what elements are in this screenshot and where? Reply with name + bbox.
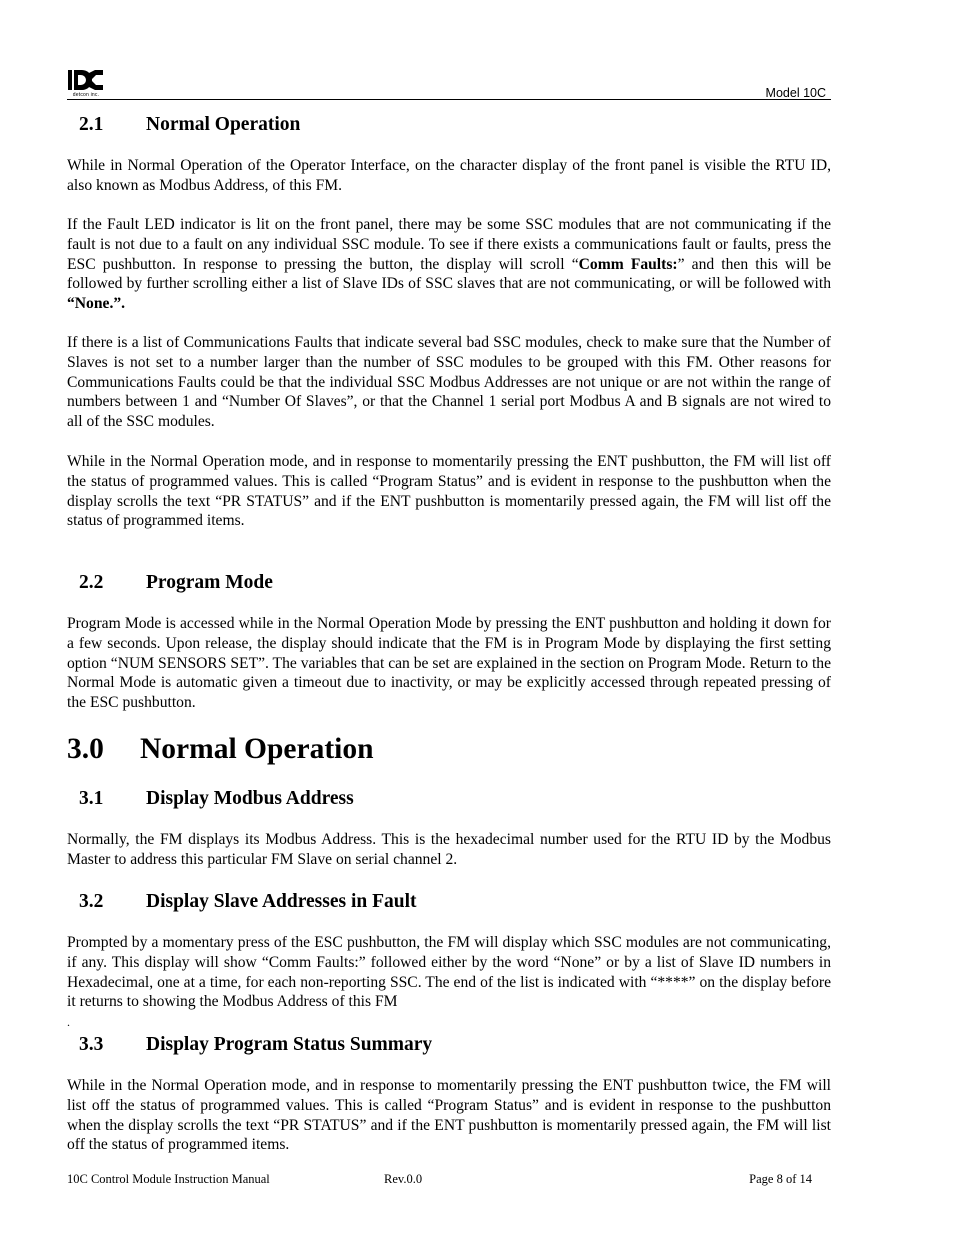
footer-manual-title: 10C Control Module Instruction Manual: [67, 1172, 270, 1186]
header-divider: [67, 99, 831, 100]
section-2-1-heading: [79, 113, 300, 137]
section-3-3-heading: [79, 1033, 432, 1057]
section-title: Display Program Status Summary: [146, 1034, 433, 1055]
section-number: 3.2: [79, 891, 104, 912]
section-number: 2.2: [79, 572, 104, 593]
section-title: Normal Operation: [146, 114, 301, 135]
section-3-2-paragraph-1: Prompted by a momentary press of the ESC pushbutton, the FM will display which SSC modules are not communicating, if any. This display will show “Comm Faults:” followed either by the word “None” or by a list of Slave ID numbers in Hexadecimal, one at a time, for each non-reporting SSC. The end of the list is indicated with “****” on the display before it returns to showing the Modbus Address of this FM: [67, 934, 831, 1011]
bold-text: “None.”.: [67, 295, 126, 313]
chapter-number: 3.0: [67, 733, 104, 765]
section-2-1-paragraph-1: While in Normal Operation of the Operator Interface, on the character display of the front panel is visible the RTU ID, also known as Modbus Address, of this FM.: [67, 157, 831, 194]
chapter-3-0-heading: [67, 731, 374, 767]
paragraph-text: If the Fault LED indicator is lit on the front panel, there may be some SSC modules that are not communicating if the fault is not due to a fault on any individual SSC module. To see if there exists a communications fault or faults, press the ESC pushbutton. In response to pressing the button, the display will scroll “: [67, 216, 831, 273]
footer-page-number: Page 8 of 14: [749, 1172, 812, 1186]
section-3-1-heading: [79, 787, 354, 811]
paragraph-text: ” and then this will be followed by further scrolling either a list of Slave IDs of SSC slaves that are not communicating, or will be followed with: [67, 255, 832, 293]
section-3-2-heading: [79, 890, 417, 914]
bold-text: Comm Faults:: [578, 255, 678, 273]
logo-text: detcon inc.: [72, 92, 100, 98]
detcon-logo-icon: [67, 68, 105, 94]
section-2-2-paragraph-1: Program Mode is accessed while in the Normal Operation Mode by pressing the ENT pushbutton and holding it down for a few seconds. Upon release, the display should indicate that the FM is in Program Mode by displaying the first setting option “NUM SENSORS SET”. The variables that can be set are explained in the section on Program Mode. Return to the Normal Mode is automatic given a timeout due to inactivity, or may be explicitly accessed through repeated pressing of the ESC pushbutton.: [67, 615, 831, 712]
section-title: Program Mode: [146, 572, 273, 593]
section-number: 3.1: [79, 788, 104, 809]
section-number: 3.3: [79, 1034, 104, 1055]
section-2-1-paragraph-3: If there is a list of Communications Faults that indicate several bad SSC modules, check to make sure that the Number of Slaves is not set to a number larger than the number of SSC modules to be grouped with this FM. Other reasons for Communications Faults could be that the individual SSC Modbus Addresses are not unique or are not within the range of numbers between 1 and “Number Of Slaves”, or that the Channel 1 serial port Modbus A and B signals are not wired to all of the SSC modules.: [67, 334, 831, 431]
section-number: 2.1: [79, 114, 104, 135]
footer-revision: Rev.0.0: [384, 1172, 423, 1186]
company-logo: [67, 68, 105, 100]
section-2-2-heading: [79, 571, 273, 595]
stray-period: .: [67, 1015, 70, 1029]
section-3-3-paragraph-1: While in the Normal Operation mode, and in response to momentarily pressing the ENT pushbutton twice, the FM will list off the status of programmed values. This is called “Program Status” and is evident in response to the pushbutton when the display scrolls the text “PR STATUS” and if the ENT pushbutton is momentarily pressed again, the FM will list off the status of programmed items.: [67, 1077, 831, 1154]
model-label: Model 10C: [765, 86, 826, 100]
chapter-title: Normal Operation: [140, 733, 374, 765]
section-2-1-paragraph-2: [67, 215, 831, 314]
section-title: Display Modbus Address: [146, 788, 354, 809]
section-2-1-paragraph-4: While in the Normal Operation mode, and in response to momentarily pressing the ENT pushbutton, the FM will list off the status of programmed values. This is called “Program Status” and is evident in response to the pushbutton when the display scrolls the text “PR STATUS” and if the ENT pushbutton is momentarily pressed again, the FM will list off the status of programmed items.: [67, 453, 831, 530]
section-3-1-paragraph-1: Normally, the FM displays its Modbus Address. This is the hexadecimal number used for the RTU ID by the Modbus Master to address this particular FM Slave on serial channel 2.: [67, 831, 831, 868]
section-title: Display Slave Addresses in Fault: [146, 891, 417, 912]
